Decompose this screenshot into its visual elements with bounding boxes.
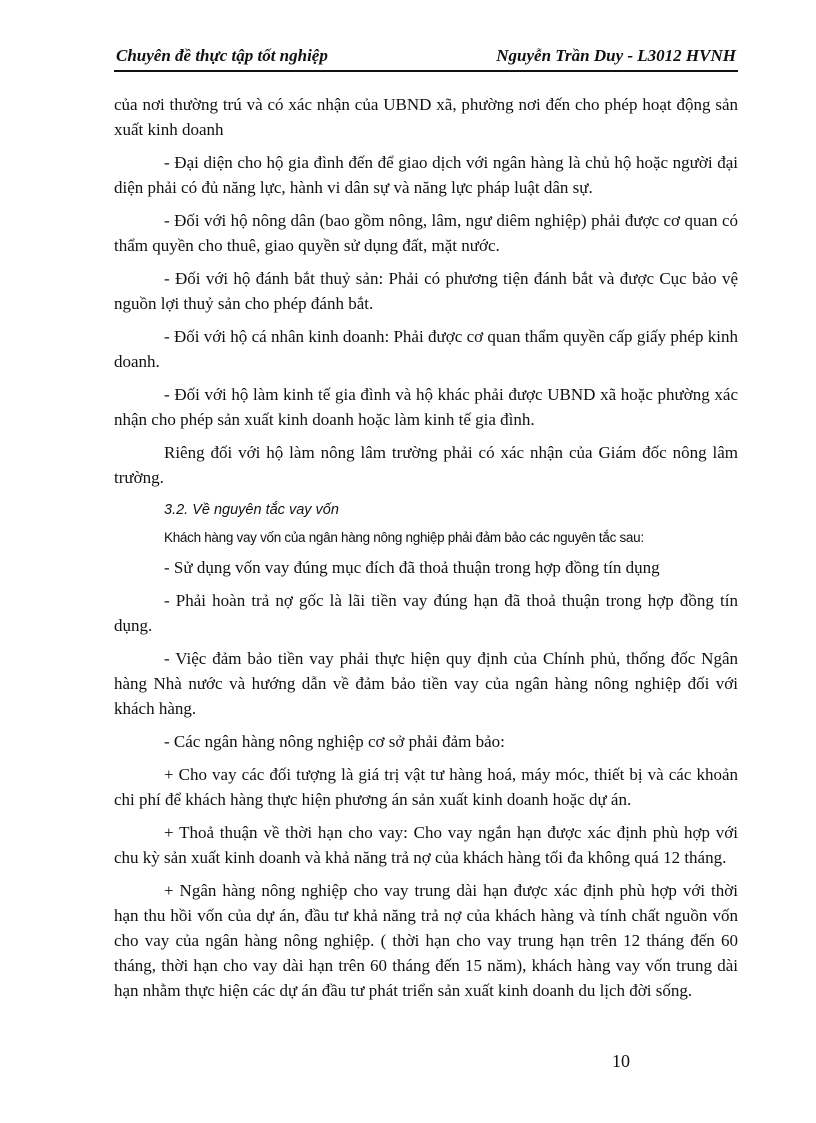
- principle-item: + Ngân hàng nông nghiệp cho vay trung dài hạn được xác định phù hợp với thời hạn thu hồi vốn của dự án, đầu tư khả năng trả nợ của khách hàng và tính chất nguồn vốn cho vay của ngân hàng nông nghiệp. ( thời hạn cho vay trung hạn trên 12 tháng đến 60 tháng, thời hạn cho vay dài hạn trên 60 tháng đến 15 năm), khách hàng vay vốn trung dài hạn nhằm thực hiện các dự án đầu tư phát triển sản xuất kinh doanh du lịch đời sống.: [114, 881, 738, 1000]
- paragraph: - Đối với hộ cá nhân kinh doanh: Phải được cơ quan thẩm quyền cấp giấy phép kinh doanh.: [114, 327, 738, 371]
- principle-item: + Cho vay các đối tượng là giá trị vật tư hàng hoá, máy móc, thiết bị và các khoản chi phí để khách hàng thực hiện phương án sản xuất kinh doanh hoặc dự án.: [114, 765, 738, 809]
- page-body: [114, 92, 738, 1011]
- principle-item: - Việc đảm bảo tiền vay phải thực hiện quy định của Chính phủ, thống đốc Ngân hàng Nhà nước và hướng dẫn về đảm bảo tiền vay của ngân hàng nông nghiệp đối với khách hàng.: [114, 649, 738, 718]
- principle-item: - Các ngân hàng nông nghiệp cơ sở phải đảm bảo:: [164, 732, 505, 751]
- paragraph: - Đối với hộ nông dân (bao gồm nông, lâm, ngư diêm nghiệp) phải được cơ quan có thẩm quyền cho thuê, giao quyền sử dụng đất, mặt nước.: [114, 211, 738, 255]
- header-left-title: Chuyên đề thực tập tốt nghiệp: [116, 46, 328, 65]
- header-right-author: Nguyễn Trần Duy - L3012 HVNH: [496, 46, 736, 65]
- principle-item: - Phải hoàn trả nợ gốc là lãi tiền vay đúng hạn đã thoả thuận trong hợp đồng tín dụng.: [114, 591, 738, 635]
- paragraph: của nơi thường trú và có xác nhận của UBND xã, phường nơi đến cho phép hoạt động sản xuất kinh doanh: [114, 95, 738, 139]
- page-number: 10: [612, 1051, 630, 1071]
- paragraph: - Đối với hộ làm kinh tế gia đình và hộ khác phải được UBND xã hoặc phường xác nhận cho phép sản xuất kinh doanh hoặc làm kinh tế gia đình.: [114, 385, 738, 429]
- page-header: [114, 44, 738, 72]
- paragraph: - Đối với hộ đánh bắt thuỷ sản: Phải có phương tiện đánh bắt và được Cục bảo vệ nguồn lợi thuỷ sản cho phép đánh bắt.: [114, 269, 738, 313]
- paragraph: Riêng đối với hộ làm nông lâm trường phải có xác nhận của Giám đốc nông lâm trường.: [114, 443, 738, 487]
- principle-item: + Thoả thuận về thời hạn cho vay: Cho vay ngắn hạn được xác định phù hợp với chu kỳ sản xuất kinh doanh và khả năng trả nợ của khách hàng tối đa không quá 12 tháng.: [114, 823, 738, 867]
- intro-note: Khách hàng vay vốn của ngân hàng nông nghiệp phải đảm bảo các nguyên tắc sau:: [164, 530, 644, 545]
- paragraph: - Đại diện cho hộ gia đình đến để giao dịch với ngân hàng là chủ hộ hoặc người đại diện phải có đủ năng lực, hành vi dân sự và năng lực pháp luật dân sự.: [114, 153, 738, 197]
- section-heading: 3.2. Về nguyên tắc vay vốn: [164, 502, 339, 518]
- principle-item: - Sử dụng vốn vay đúng mục đích đã thoả thuận trong hợp đồng tín dụng: [164, 558, 660, 577]
